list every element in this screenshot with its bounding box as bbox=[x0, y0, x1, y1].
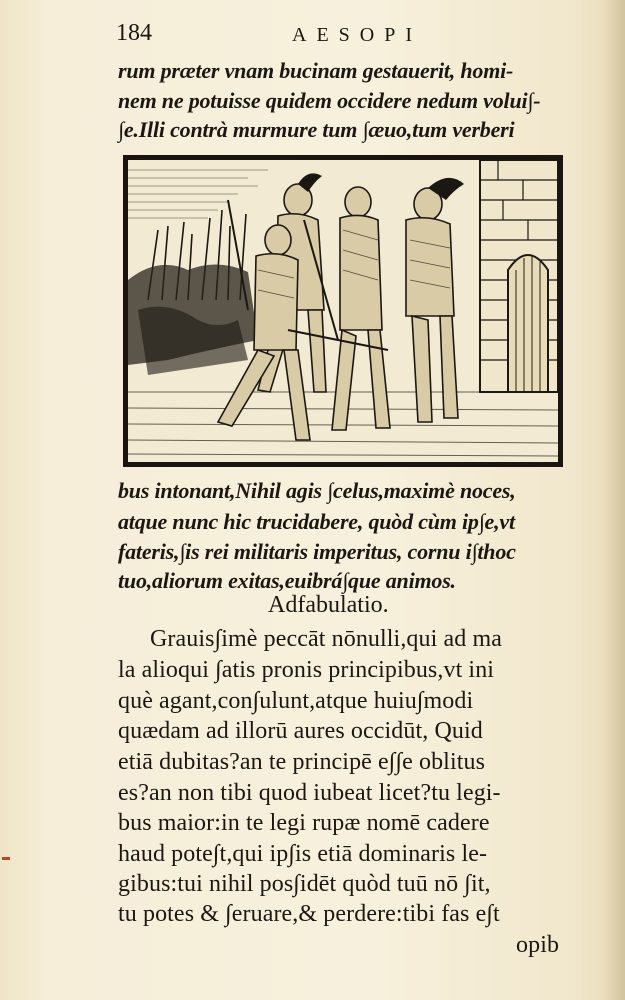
text-line: bus intonant,Nihil agis ∫celus,maximè noces, bbox=[118, 478, 516, 503]
text-line: tu potes & ∫eruare,& perdere:tibi fas e∫t bbox=[118, 901, 500, 927]
text-line: gibus:tui nihil pos∫idēt quòd tuū nō ∫it, bbox=[118, 871, 491, 897]
text-line: es?an non tibi quod iubeat licet?tu legi- bbox=[118, 780, 501, 806]
text-line: ∫e.Illi contrà murmure tum ∫æuo,tum verberi bbox=[118, 117, 515, 142]
text-line: atque nunc hic trucidabere, quòd cùm ip∫e,vt bbox=[118, 509, 515, 534]
text-line: la alioqui ∫atis pronis principibus,vt ini bbox=[118, 657, 495, 683]
text-line: quædam ad illorū aures occidūt, Quid bbox=[118, 718, 483, 744]
text-line: bus maior:in te legi rupæ nomē cadere bbox=[118, 810, 490, 836]
text-line: tuo,aliorum exitas,euibrá∫que animos. bbox=[118, 568, 456, 593]
text-line: etiā dubitas?an te principē e∫∫e oblitus bbox=[118, 749, 486, 775]
page-header bbox=[116, 16, 576, 52]
woodcut-illustration bbox=[123, 155, 563, 467]
page-number: 184 bbox=[116, 20, 152, 46]
text-line: haud pote∫t,qui ip∫is etiā dominaris le- bbox=[118, 841, 488, 867]
text-line: fateris,∫is rei militaris imperitus, cornu i∫thoc bbox=[118, 539, 516, 564]
woodcut-soldiers-capturing-trumpeter-icon bbox=[128, 160, 558, 462]
text-line: rum præter vnam bucinam gestauerit, homi- bbox=[118, 58, 514, 83]
text-line: nem ne potuisse quidem occidere nedum volui∫- bbox=[118, 88, 541, 113]
text-line: què agant,con∫ulunt,atque huiu∫modi bbox=[118, 688, 474, 714]
page-edge-shadow bbox=[603, 0, 625, 1000]
text-line: Grauis∫imè peccāt nōnulli,qui ad ma bbox=[150, 626, 502, 652]
running-head: AESOPI bbox=[292, 24, 423, 46]
catchword: opib bbox=[516, 932, 560, 958]
margin-mark bbox=[2, 857, 10, 860]
section-heading: Adfabulatio. bbox=[268, 592, 389, 618]
